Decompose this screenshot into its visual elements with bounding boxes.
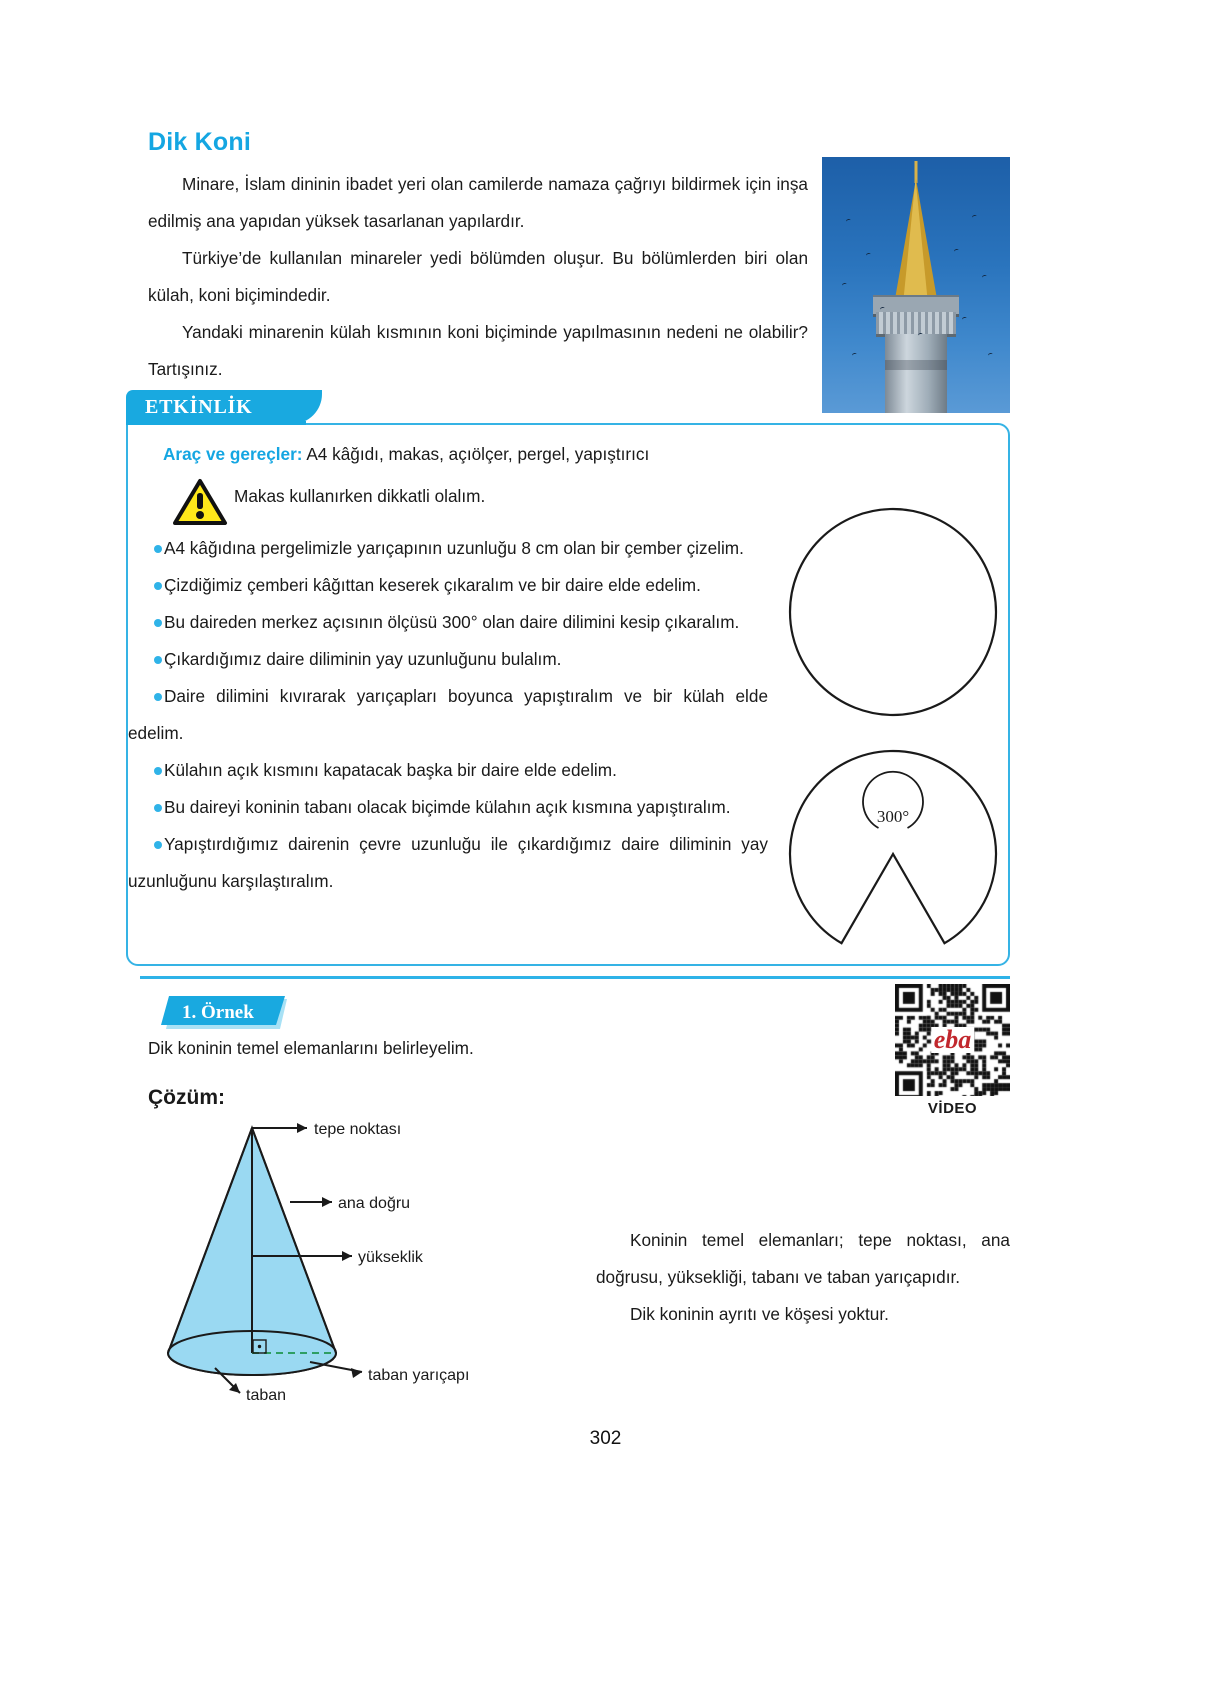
tools-label: Araç ve gereçler:: [163, 444, 303, 464]
cone-label-apex: tepe noktası: [314, 1121, 402, 1138]
list-item: [128, 567, 768, 604]
list-item: [128, 604, 768, 641]
list-item: [128, 641, 768, 678]
bullet-dot-icon: [154, 804, 162, 812]
section-divider: [140, 976, 1010, 979]
warning-triangle-icon: [172, 478, 228, 526]
warning-text: Makas kullanırken dikkatli olalım.: [234, 486, 486, 506]
list-item-text: A4 kâğıdına pergelimizle yarıçapının uzunluğu 8 cm olan bir çember çizelim.: [164, 538, 744, 558]
list-item: [128, 789, 768, 826]
bullet-dot-icon: [154, 656, 162, 664]
cone-figure: [140, 1110, 560, 1420]
qr-caption: VİDEO: [927, 1100, 978, 1117]
activity-tab-curve: [288, 390, 322, 424]
activity-box-top-edge: [126, 421, 306, 425]
sector-figure: [773, 748, 1013, 964]
example-prompt: Dik koninin temel elemanlarını belirleyelim.: [148, 1038, 474, 1058]
explanation-paragraph-2: Dik koninin ayrıtı ve köşesi yoktur.: [630, 1304, 889, 1324]
list-item-text: Çizdiğimiz çemberi kâğıttan keserek çıkaralım ve bir daire elde edelim.: [164, 575, 701, 595]
activity-step-list: [128, 530, 768, 900]
list-item: [128, 530, 768, 567]
eba-logo: eba: [931, 1027, 975, 1053]
solution-label: Çözüm:: [148, 1086, 225, 1109]
minaret-photo: [822, 157, 1010, 413]
activity-tab-label: ETKİNLİK: [126, 390, 298, 424]
bird-icon: [866, 252, 872, 257]
bullet-dot-icon: [154, 545, 162, 553]
list-item: [128, 826, 768, 900]
cone-label-slant: ana doğru: [338, 1195, 411, 1212]
explanation-paragraph-1: Koninin temel elemanları; tepe noktası, ana doğrusu, yüksekliği, tabanı ve taban yarıçapıdır.: [596, 1230, 1010, 1287]
tools-value: A4 kâğıdı, makas, açıölçer, pergel, yapıştırıcı: [306, 444, 650, 464]
list-item-text: Bu daireyi koninin tabanı olacak biçimde külahın açık kısmına yapıştıralım.: [164, 797, 731, 817]
bird-icon: [842, 282, 848, 287]
bird-icon: [982, 274, 988, 279]
page-number: 302: [589, 1428, 622, 1449]
list-item-text: Bu daireden merkez açısının ölçüsü 300° olan daire dilimini kesip çıkaralım.: [164, 612, 740, 632]
example-tab: [152, 995, 302, 1033]
qr-code[interactable]: [895, 984, 1010, 1096]
bird-icon: [852, 352, 858, 357]
bird-icon: [846, 218, 852, 223]
bullet-dot-icon: [154, 767, 162, 775]
cone-label-base-radius: taban yarıçapı: [368, 1367, 470, 1384]
bird-icon: [972, 214, 978, 219]
sector-angle-label: 300°: [876, 807, 910, 826]
bullet-dot-icon: [154, 693, 162, 701]
intro-paragraph-2: Türkiye’de kullanılan minareler yedi bölümden oluşur. Bu bölümlerden biri olan külah, koni biçimindedir.: [148, 248, 808, 305]
bullet-dot-icon: [154, 619, 162, 627]
list-item-text: Külahın açık kısmını kapatacak başka bir daire elde edelim.: [164, 760, 617, 780]
bullet-dot-icon: [154, 582, 162, 590]
example-tab-label: 1. Örnek: [182, 1002, 254, 1023]
intro-paragraph-1: Minare, İslam dininin ibadet yeri olan camilerde namaza çağrıyı bildirmek için inşa edilmiş ana yapıdan yüksek tasarlanan yapılardır.: [148, 174, 808, 231]
minaret-shaft: [885, 334, 947, 413]
cone-label-base: taban: [246, 1387, 287, 1404]
list-item: [128, 752, 768, 789]
page-title: Dik Koni: [148, 128, 251, 156]
bird-icon: [988, 352, 994, 357]
bird-icon: [954, 248, 960, 253]
list-item-text: Çıkardığımız daire diliminin yay uzunluğunu bulalım.: [164, 649, 562, 669]
circle-figure: [787, 506, 999, 718]
list-item-text: Daire dilimini kıvırarak yarıçapları boyunca yapıştıralım ve bir külah elde edelim.: [128, 686, 768, 743]
tools-line: [163, 440, 649, 468]
minaret-spire-light: [904, 179, 928, 299]
intro-paragraph-3: Yandaki minarenin külah kısmının koni biçiminde yapılmasının nedeni ne olabilir? Tartışınız.: [148, 322, 808, 379]
list-item: [128, 678, 768, 752]
cone-label-height: yükseklik: [358, 1249, 423, 1266]
bird-icon: [962, 316, 968, 321]
list-item-text: Yapıştırdığımız dairenin çevre uzunluğu ile çıkardığımız daire diliminin yay uzunluğunu karşılaştıralım.: [128, 834, 768, 891]
bullet-dot-icon: [154, 841, 162, 849]
